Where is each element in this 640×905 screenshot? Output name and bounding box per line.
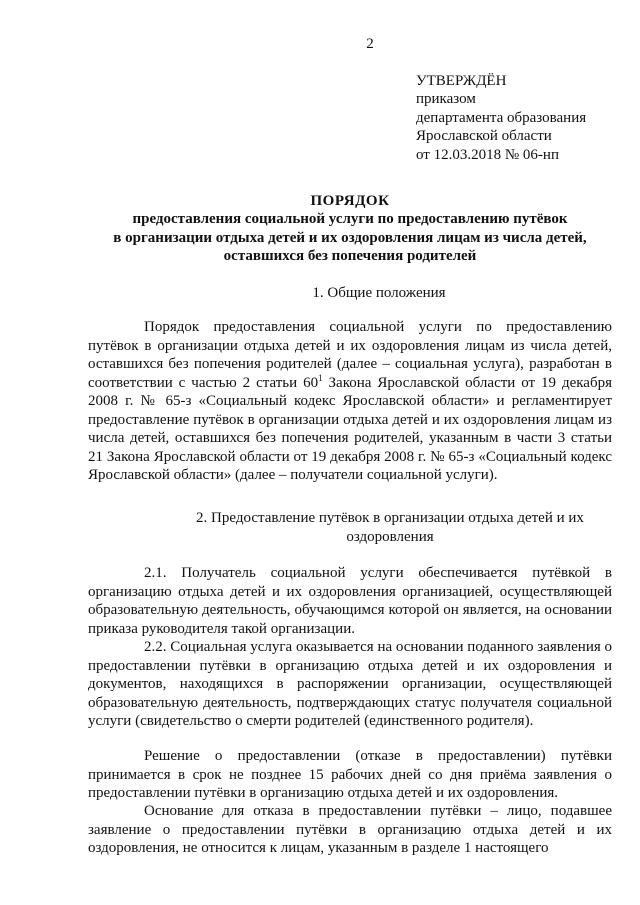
- document-title-block: [80, 192, 620, 266]
- document-subtitle-line: оставшихся без попечения родителей: [223, 248, 477, 265]
- section-2-heading-line: 2. Предоставление путёвок в организации отдыха детей и их: [196, 510, 584, 526]
- document-subtitle-line: предоставления социальной услуги по предоставлению путёвок: [132, 211, 568, 228]
- paragraph-text: Порядок предоставления социальной услуги по предоставлению путёвок в организации отдыха детей и их оздоровления лицам из числа детей, оставшихся без попечения родителей (далее – социальная услуга), разработан в соответствии с частью 2 статьи 60: [88, 319, 612, 391]
- section-2-paragraph-2: 2.2. Социальная услуга оказывается на основании поданного заявления о предоставлении путёвки в организацию отдыха детей и их оздоровления и документов, находящихся в распоряжении организации, осуществляющей образовательную деятельность, подтверждающих статус получателя социальной услуги (свидетельство о смерти родителей (единственного родителя).: [88, 639, 612, 729]
- section-2-paragraph-3: Решение о предоставлении (отказе в предоставлении) путёвки принимается в срок не позднее 15 рабочих дней со дня приёма заявления о предоставлении путёвки в организацию отдыха детей и их оздоровления.: [88, 748, 612, 801]
- section-2-paragraph-1: 2.1. Получатель социальной услуги обеспечивается путёвкой в организацию отдыха детей и их оздоровления организацией, осуществляющей образовательную деятельность, обучающимся которой он является, на основании приказа руководителя такой организации.: [88, 565, 612, 637]
- approval-line: от 12.03.2018 № 06-нп: [416, 146, 559, 163]
- section-1-paragraph: [88, 318, 612, 485]
- superscript: 1: [318, 372, 323, 383]
- section-2-heading: [180, 509, 600, 546]
- approval-line: УТВЕРЖДЁН: [416, 73, 507, 89]
- approval-line: приказом: [416, 91, 476, 108]
- section-1-heading: 1. Общие положения: [312, 285, 446, 301]
- section-2-paragraph-4: Основание для отказа в предоставлении путёвки – лицо, подавшее заявление о предоставлении путёвки в организацию отдыха детей и их оздоровления, не относится к лицам, указанным в разделе 1 настоящего: [88, 803, 612, 856]
- paragraph-text: Закона Ярославской области от 19 декабря 2008 г. № 65-з «Социальный кодекс Ярославской области» и регламентирует предоставление путёвок в организации отдыха детей и их оздоровления лицам из числа детей, оставшихся без попечения родителей, указанным в части 3 статьи 21 Закона Ярославской области от 19 декабря 2008 г. № 65-з «Социальный кодекс Ярославской области» (далее – получатели социальной услуги).: [88, 374, 612, 483]
- approval-line: Ярославской области: [416, 128, 552, 145]
- section-2-heading-line: оздоровления: [346, 528, 434, 545]
- page-number: 2: [366, 36, 374, 52]
- document-title: ПОРЯДОК: [310, 193, 390, 209]
- document-subtitle-line: в организации отдыха детей и их оздоровления лицам из числа детей,: [113, 229, 587, 246]
- approval-line: департамента образования: [416, 109, 587, 126]
- approval-stamp: [416, 72, 586, 164]
